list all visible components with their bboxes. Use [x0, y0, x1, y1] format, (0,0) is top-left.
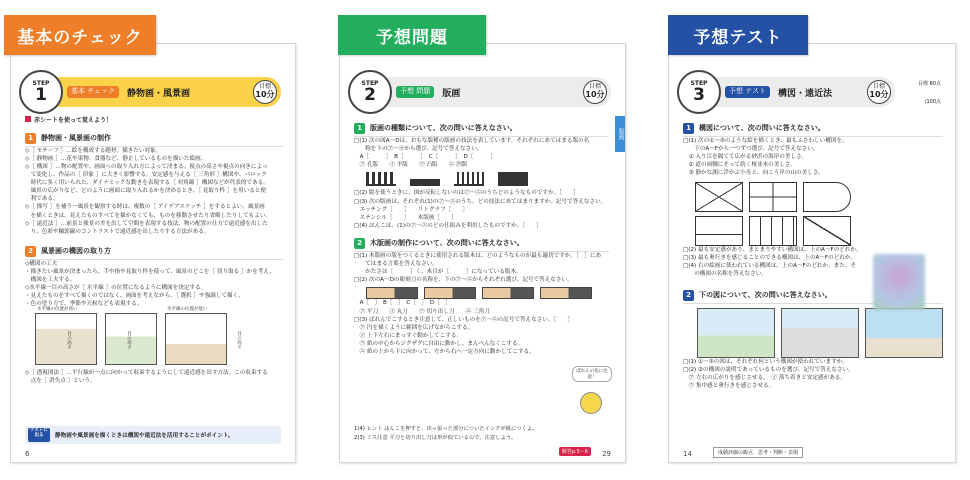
text-line: ㋐ 孔版 ㋑ 平版 ㋒ 凸版 ㋓ 凹版 [354, 162, 468, 169]
evaluation-footer: 成績評価の観点 思考・判断・表現 [713, 447, 803, 458]
text-line: かたさは［ ］く、木目が［ ］になっている版木。 [354, 269, 522, 276]
sketch-label: 水平線の位置が低い [167, 306, 208, 312]
text-line: □(1) ①〜③の図は、それぞれ何という構図が使われていますか。 [683, 358, 848, 365]
text-line: て変化し、作品の［ 印象 ］に大きく影響する。安定感を与える［ 三角形 ］構図や、バロック [25, 172, 267, 179]
sketch-label: 目の高さ [126, 330, 132, 349]
text-line: □(3) 次の版画は、それぞれ(1)の㋐〜㋓のうち、どの技法にあてはまりますか。記号で答えなさい。 [354, 198, 607, 205]
chisel [366, 287, 418, 299]
shape-c [803, 182, 851, 212]
text-line: ㋐ 円を描くように範囲を広げながらこする。 [354, 324, 474, 331]
banner-practice-problems: 予想問題 [338, 15, 486, 55]
text-line: を描くときは、見えたものすべてを描かなくても、ものを移動させたり省略したりしてもよい。 [25, 212, 272, 219]
text-line: ◇水平線一目の高さが［ 水平線 ］の位置になるように構図を決定する。 [25, 285, 207, 292]
hint-footer: 1(4) ヒント はんこを押すと、出っ張った部分についたインクが紙につくよ。 2(3) ミス注意 平刀と切り出し刀は形が似ているので、注意しよう。 [354, 426, 538, 441]
target-score: 目標 80点 [918, 81, 941, 87]
section-heading: 2 風景画の構図の取り方 [25, 244, 283, 260]
text-line: ㋐ 左右の広がりを感じさせる。 ㋑ 落ち着きと安定感がある。 [683, 375, 846, 382]
step-badge: STEP 1 [19, 70, 63, 114]
text-line: ◇［ 構図 ］…物の配置や、画面への取り入れ方によって決まる。視点の高さや視点の向きによっ [25, 163, 268, 170]
step-badge: STEP 2 [348, 70, 392, 114]
timer-icon: 目標 10分 [253, 80, 277, 104]
text-line: 称を下の㋐〜㋔から選び、記号で答えなさい。 [354, 146, 483, 153]
diagram [454, 172, 484, 186]
diagram [410, 172, 440, 186]
text-line: ◇構図の工夫 [25, 260, 58, 267]
sketch-low-horizon [165, 313, 227, 365]
chisel-diagrams [366, 287, 609, 299]
page-basic-check [10, 43, 296, 463]
text-line: □(2) 版を使うときに、図が反転しないのは㋐〜㋓のうちどのようなものですか。［ ］ [354, 190, 579, 197]
banner-practice-test: 予想テスト [668, 15, 808, 55]
page-title: 静物画・風景画 [127, 88, 191, 99]
page-practice-problems [339, 43, 626, 463]
sketch-label: 目の高さ [66, 330, 72, 349]
intro-text: 赤シートを使って覚えよう！ [25, 116, 283, 126]
shape-b [749, 182, 797, 212]
text-line: ・色の塗り方で、季節や天候なども表現する。 [25, 301, 143, 308]
photo-1 [697, 308, 775, 358]
diagram [366, 172, 396, 186]
shape-d [695, 216, 743, 246]
step-tag: 予想 問題 [396, 86, 434, 98]
step-badge: STEP 3 [677, 70, 721, 114]
text-line: ・描きたい風景が決まったら、手や指や見取り枠を使って、風景のどこを［ 切り取る ］かを考え、 [25, 269, 275, 275]
text-line: □(4) はんこは、(1)の㋐〜㋓のどの仕組みを利用したものですか。［ ］ [354, 222, 542, 229]
shape-e [749, 216, 797, 246]
step-tag: 基本 チェック [67, 86, 119, 98]
text-line: A［ ］ B［ ］ C［ ］ D［ ］ [354, 154, 496, 161]
text-line: ㋓ 紙の上から下に向かって、左から右へ一定方向に動かしてこする。 [354, 349, 535, 356]
page-number: 29 [602, 450, 611, 458]
text-line: ① 入り江を隔てて広がる砂浜の海岸の美しさ。 [683, 154, 808, 161]
mascot-bubble: ばれんの先に注意！ [572, 366, 612, 382]
painting-image [873, 254, 925, 310]
landscape-sketches [25, 306, 283, 369]
step-header [354, 77, 611, 107]
text-line: ③ 静かな湖に浮かぶ小舟と、向こう岸の山の美しさ。 [683, 170, 824, 177]
text-line: ㋒ 紙の中心からジグザグに自由に動かし、まんべんなくこする。 [354, 340, 524, 347]
text-line: てはまる言葉を答えなさい。 [354, 261, 438, 268]
text-line: 下のA〜Fから一つずつ選び、記号で答えなさい。 [683, 146, 819, 153]
page-number: 6 [25, 450, 30, 458]
test-tip-note: テストに出る 静物画や風景画を描くときは構図や遠近法を活用することがポイント。 [25, 426, 281, 444]
text-line: ステンシル［ ］ 木版画［ ］ [354, 214, 457, 221]
text-line: ◇［ 描写 ］を補う一風景を観察する時は、複数の［ アイデアスケッチ ］をするとよい。風景画 [25, 204, 265, 211]
composition-shapes-row1 [695, 182, 943, 212]
text-line: ◇［ 透視図法 ］…平行線が一点に向かって収束するようにして遠近感を出す方法。この収束する [25, 369, 268, 376]
step-tag: 予想 テスト [725, 86, 770, 98]
section-heading: 1 構図について、次の問いに答えなさい。 [683, 121, 943, 137]
banner-basic-check: 基本のチェック [4, 15, 156, 55]
shape-f [803, 216, 851, 246]
text-line: □(2) 次のA〜Dの彫刻刀の名称を、下の㋐〜㋓からそれぞれ選び、記号で答えなさい。 [354, 277, 573, 284]
score-total: /100点 [924, 99, 941, 105]
photo-2 [781, 308, 859, 358]
page-number: 14 [683, 450, 692, 458]
text-line: り、色彩や輪郭線のコントラストで遠近感を出したりする方法がある。 [25, 228, 210, 235]
composition-shapes-row2 [695, 216, 943, 246]
text-line: ◇［ 静物画 ］…花や果物、食器など、静止しているものを描いた絵画。 [25, 155, 207, 162]
text-line: A［ ］ B［ ］ C［ ］ D［ ］ [354, 300, 451, 307]
text-line: 利である。 [25, 196, 59, 203]
page-practice-test [668, 43, 956, 463]
text-line: □(1) 次の図A〜Dは、おもな版種の版画の技法を表しています。それぞれにあてはまる版の名 [354, 138, 590, 144]
print-diagrams [366, 172, 609, 186]
text-line: □(1) 木版画の版をつくるときに使用される版木は、どのようなものが最も適切ですか。［ ］にあ [354, 252, 602, 259]
section-heading: 1 静物画・風景画の制作 [25, 131, 283, 147]
timer-icon: 目標 10分 [583, 80, 607, 104]
chisel [540, 287, 592, 299]
text-line: ◇［ モチーフ ］…絵を構成する題材。描きたい対象。 [25, 147, 162, 154]
text-line: ◇［ 遠近法 ］…前景と後景の差を出して空間を表現する技法。物の配置の仕方で遠近感を出した [25, 220, 268, 227]
side-tab: 版画 [615, 116, 625, 152]
text-line: □(3) ばれんでこするとき注意して、正しいものを㋐〜㋓の記号で答えなさい。［ ］ [354, 316, 574, 323]
text-line: ㋒ 集中感と奥行きを感じさせる。 [683, 383, 775, 390]
text-line: □(3) 最も奥行きを感じることのできる構図は、上のA〜Fのどれか。 [683, 254, 857, 261]
text-line: エッチング［ ］ リトグラフ［ ］ [354, 206, 469, 213]
text-line: の構図の名称を答えなさい。 [683, 270, 767, 277]
text-line: ・見えたものをすべて描くのではなく、画面を考えながら、［ 選択 ］や強調して描く。 [25, 293, 244, 300]
text-line: 構図を工夫する。 [25, 277, 76, 284]
tip-badge: テストに出る [28, 428, 50, 442]
mascot-icon [580, 392, 602, 414]
text-line: ㋐ 平刀 ㋑ 丸刀 ㋒ 切り出し刀 ㋓ 三角刀 [354, 308, 490, 315]
section-heading: 2 下の図について、次の問いに答えなさい。 [683, 288, 943, 304]
timer-icon: 目標 10分 [867, 80, 891, 104]
photo-3 [865, 308, 943, 358]
page-title: 構図・遠近法 [777, 88, 832, 99]
text-line: ㋑ 上下左右にまっすぐ動かしてこする。 [354, 332, 463, 339]
diagram [498, 172, 528, 186]
chisel [424, 287, 476, 299]
text-line: □(4) 右の絵画に使われている構図は、上のA〜Fのどれか。また、そ [683, 262, 857, 269]
text-line: □(1) 次の①〜③のような絵を描くとき、最もふさわしい構図を、 [683, 138, 848, 144]
answer-reference: 解答p.5〜6 [559, 447, 591, 456]
sketch-label: 水平線の位置が高い [37, 306, 78, 312]
text-line: 風景の広がりなど、どのように画面に取り入れるかを決めるとき、［ 見取り枠 ］を用いると便 [25, 188, 267, 195]
shape-a [695, 182, 743, 212]
composition-photos [697, 308, 943, 358]
sketch-label: 目の高さ [236, 330, 242, 349]
text-line: ② 道の両側にそって続く桜並木の美しさ。 [683, 162, 796, 169]
text-line: 点を［ 消失点 ］という。 [25, 377, 96, 384]
step-header [25, 77, 281, 107]
step-header [683, 77, 895, 107]
text-line: □(2) 最も安定感があり、まとまりやすい構図は、上のA〜Fのどれか。 [683, 246, 862, 253]
text-line: □(2) ②の構図の説明であっているものを選び、記号で答えなさい。 [683, 367, 854, 374]
chisel [482, 287, 534, 299]
page-title: 版画 [442, 88, 461, 99]
section-heading: 1 版画の種類について、次の問いに答えなさい。 [354, 121, 609, 137]
section-heading: 2 木版画の制作について、次の問いに答えなさい。 [354, 236, 609, 252]
text-line: 時代に多く用いられた、ダイナミックな動きを表現する［ 対角線 ］構図などが代表的である。 [25, 180, 269, 187]
